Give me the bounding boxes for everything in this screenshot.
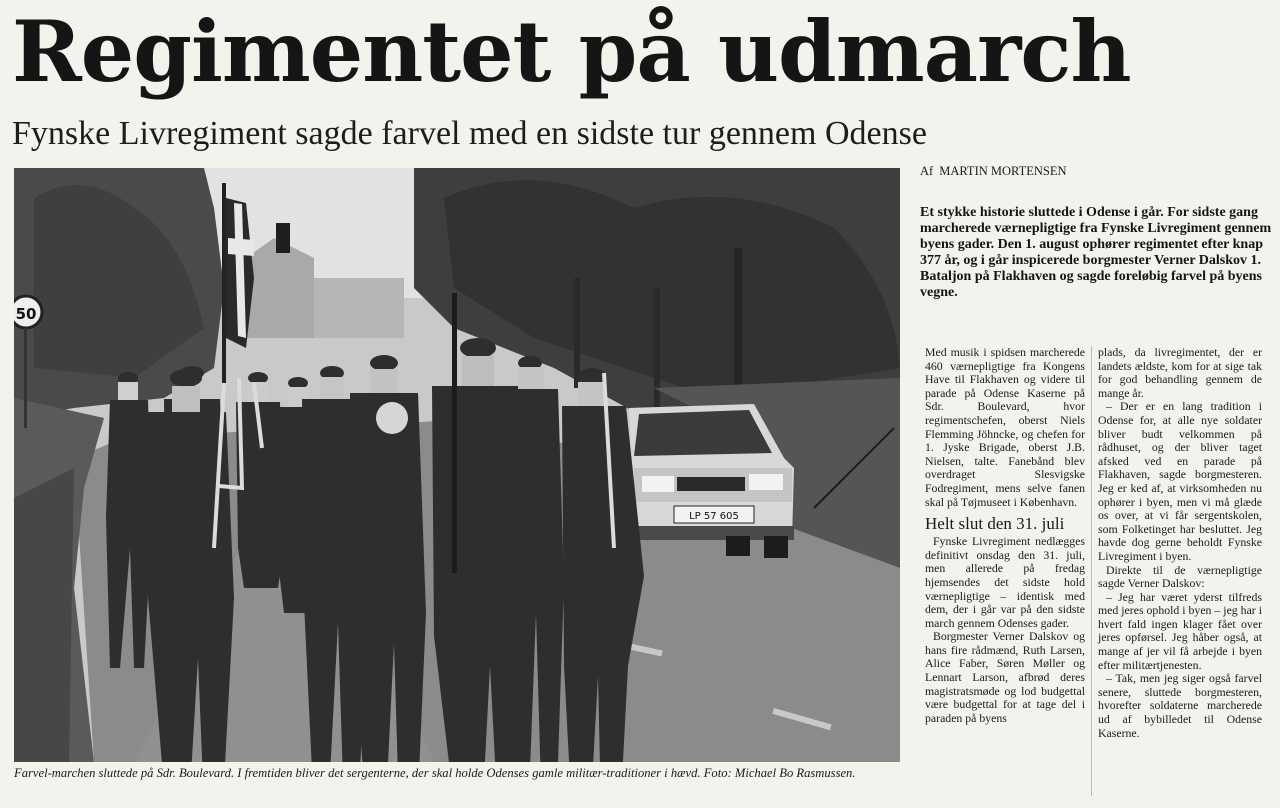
- column-divider: [1091, 346, 1092, 796]
- body-paragraph: Borgmester Verner Dalskov og hans fire rådmænd, Ruth Larsen, Alice Faber, Søren Møller og Lennart Larson, afbrød deres magistratsmøde og lod budgettal være budgettal for at tage del i paraden på byens: [925, 629, 1085, 725]
- body-column-1: [925, 346, 1085, 725]
- speed-sign: 50: [15, 305, 37, 323]
- lead-paragraph: Et stykke historie sluttede i Odense i går. For sidste gang marcherede værnepligtige fra Fynske Livregiment gennem byens gader. Den 1. august ophører regimentet efter knap 377 år, og i går inspicerede borgmester Verner Dalskov 1. Bataljon på Flakhaven og sagde foreløbig farvel på byens vegne.: [920, 205, 1272, 300]
- subheadline: Fynske Livregiment sagde farvel med en sidste tur gennem Odense: [12, 115, 927, 152]
- body-paragraph: – Jeg har været yderst tilfreds med jeres ophold i byen – jeg har i hvert fald ingen klager fået over jeres opførsel. Jeg håber også, at mange af jer vil få arbejde i byen efter militærtjenesten.: [1098, 589, 1262, 672]
- body-paragraph: – Tak, men jeg siger også farvel senere, sluttede borgmesteren, hvorefter soldaterne marcherede ud af bybilledet til Odense Kaserne.: [1098, 671, 1262, 740]
- section-subhead: Helt slut den 31. juli: [925, 514, 1065, 534]
- photo-caption: Farvel-marchen sluttede på Sdr. Boulevard. I fremtiden bliver det sergenterne, der skal holde Odenses gamle militær-traditioner i hævd. Foto: Michael Bo Rasmussen.: [14, 766, 856, 780]
- body-paragraph: plads, da livregimentet, der er landets ældste, kom for at sige tak for god behandling gennem de mange år.: [1098, 345, 1262, 400]
- body-paragraph: – Der er en lang tradition i Odense for, at alle nye soldater bliver budt velkommen på rådhuset, og der bliver taget afsked ved en parade på Flakhaven, sagde borgmesteren. Jeg er ked af, at virksomheden nu ophører i byen, men vi må glæde os over, at vi får sergentskolen, som Folketinget har besluttet. Jeg havde dog gerne beholdt Fynske Livregiment i byen.: [1098, 399, 1262, 563]
- headline: Regimentet på udmarch: [12, 2, 1131, 101]
- license-plate: LP 57 605: [689, 511, 739, 522]
- byline-prefix: Af: [920, 164, 934, 178]
- byline: [920, 164, 1067, 179]
- body-paragraph: Direkte til de værnepligtige sagde Verner Dalskov:: [1098, 562, 1262, 591]
- body-column-2: [1098, 346, 1262, 740]
- body-paragraph: Fynske Livregiment nedlægges definitivt onsdag den 31. juli, men allerede på fredag hjemsendes det sidste hold værnepligtige – identisk med dem, der i går var på den sidste march gennem Odenses gader.: [925, 534, 1085, 630]
- article-photo: [14, 168, 900, 762]
- body-paragraph: Med musik i spidsen marcherede 460 værnepligtige fra Kongens Have til Flakhaven og videre til parade på Odense Kaserne på Sdr. Boulevard, hvor regimentschefen, oberst Niels Flemming Jöhncke, og chefen for 1. Jyske Brigade, oberst J.B. Nielsen, talte. Fanebånd blev overdraget Slesvigske Fodregiment, mens selve fanen skal på Tøjmuseet i København.: [925, 345, 1085, 509]
- byline-author: MARTIN MORTENSEN: [939, 164, 1067, 178]
